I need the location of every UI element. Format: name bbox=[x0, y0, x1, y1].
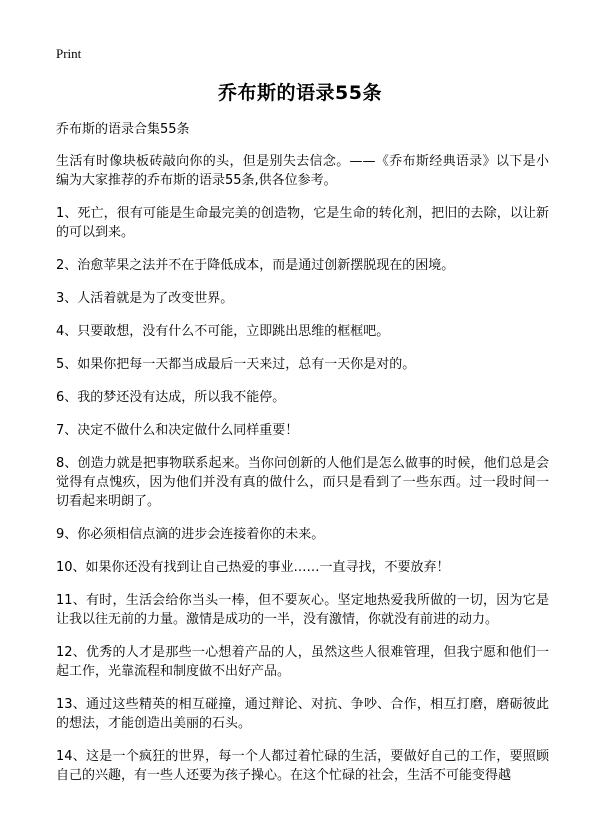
quote-item: 11、有时，生活会给你当头一棒，但不要灰心。坚定地热爱我所做的一切，因为它是让我以往无前的力量。激情是成功的一半，没有激情，你就没有前进的动力。 bbox=[56, 593, 549, 627]
quote-item: 1、死亡，很有可能是生命最完美的创造物，它是生命的转化剂，把旧的去除，以让新的可以到来。 bbox=[56, 206, 549, 240]
quote-item: 14、这是一个疯狂的世界，每一个人都过着忙碌的生活，要做好自己的工作，要照顾自己的兴趣，有一些人还要为孩子操心。在这个忙碌的社会，生活不可能变得越 bbox=[56, 749, 549, 783]
print-label[interactable]: Print bbox=[56, 46, 82, 61]
quote-item: 2、治愈苹果之法并不在于降低成本，而是通过创新摆脱现在的困境。 bbox=[56, 258, 455, 273]
quote-item: 6、我的梦还没有达成，所以我不能停。 bbox=[56, 390, 286, 405]
quote-item: 8、创造力就是把事物联系起来。当你问创新的人他们是怎么做事的时候，他们总是会觉得有点愧疚，因为他们并没有真的做什么，而只是看到了一些东西。过一段时间一切看起来明朗了。 bbox=[56, 456, 549, 509]
article-body bbox=[56, 120, 549, 799]
intro-paragraph: 生活有时像块板砖敲向你的头，但是别失去信念。——《乔布斯经典语录》以下是小编为大家推荐的乔布斯的语录55条,供各位参考。 bbox=[56, 154, 549, 188]
quote-item: 4、只要敢想，没有什么不可能，立即跳出思维的框框吧。 bbox=[56, 324, 390, 339]
quote-item: 12、优秀的人才是那些一心想着产品的人，虽然这些人很难管理，但我宁愿和他们一起工作，光靠流程和制度做不出好产品。 bbox=[56, 645, 549, 679]
article-subtitle: 乔布斯的语录合集55条 bbox=[56, 122, 190, 137]
page-title: 乔布斯的语录55条 bbox=[218, 82, 382, 104]
quote-item: 5、如果你把每一天都当成最后一天来过，总有一天你是对的。 bbox=[56, 357, 416, 372]
quote-item: 13、通过这些精英的相互碰撞，通过辩论、对抗、争吵、合作，相互打磨，磨砺彼此的想法，才能创造出美丽的石头。 bbox=[56, 697, 549, 731]
quote-item: 3、人活着就是为了改变世界。 bbox=[56, 291, 234, 306]
quote-item: 9、你必须相信点滴的进步会连接着你的未来。 bbox=[56, 527, 325, 542]
quote-item: 7、决定不做什么和决定做什么同样重要！ bbox=[56, 423, 299, 438]
quote-item: 10、如果你还没有找到让自己热爱的事业……一直寻找，不要放弃！ bbox=[56, 560, 450, 575]
